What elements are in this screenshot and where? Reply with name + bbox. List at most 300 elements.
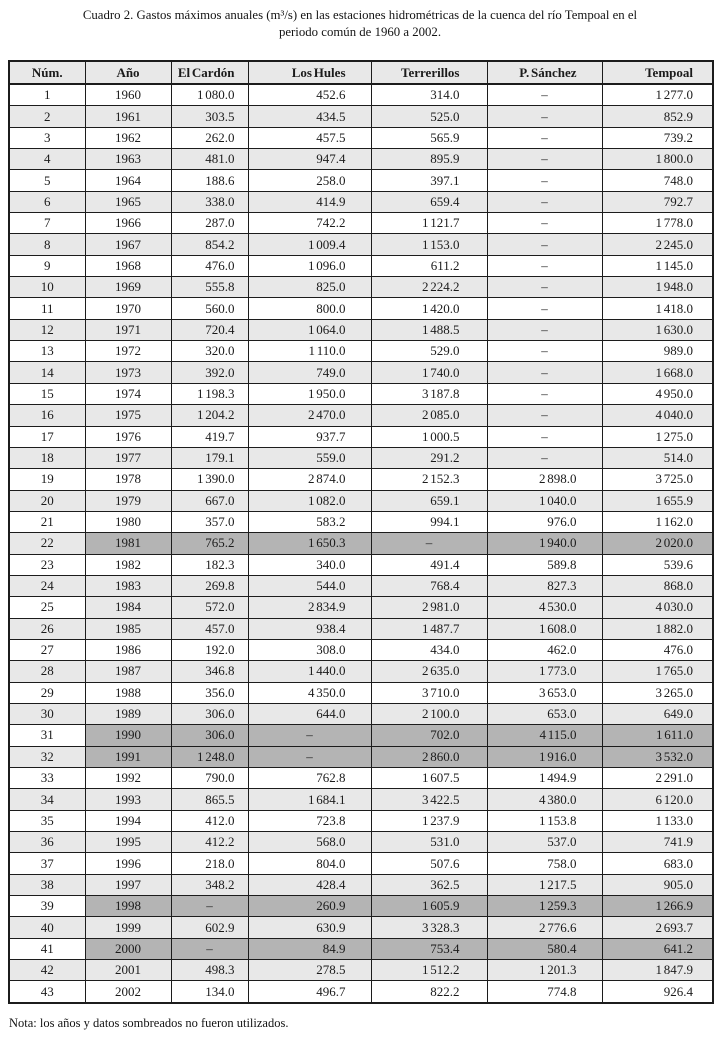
table-row — [9, 746, 713, 767]
table-row — [9, 703, 713, 724]
cell-cardon: 1 198.3 — [171, 383, 248, 404]
cell-num: 18 — [9, 447, 85, 468]
column-header-sanchez: P. Sánchez — [487, 61, 602, 84]
cell-num: 39 — [9, 896, 85, 917]
cell-ano: 1973 — [85, 362, 171, 383]
cell-sanchez: – — [487, 319, 602, 340]
cell-tempoal: 1 162.0 — [602, 511, 713, 532]
cell-cardon: 269.8 — [171, 575, 248, 596]
cell-num: 8 — [9, 234, 85, 255]
cell-ano: 1991 — [85, 746, 171, 767]
cell-ano: 2001 — [85, 960, 171, 981]
cell-terrerillos: 1 607.5 — [371, 768, 487, 789]
cell-cardon: 412.0 — [171, 810, 248, 831]
cell-tempoal: 1 133.0 — [602, 810, 713, 831]
cell-num: 36 — [9, 832, 85, 853]
cell-cardon: 356.0 — [171, 682, 248, 703]
cell-tempoal: 739.2 — [602, 127, 713, 148]
cell-num: 35 — [9, 810, 85, 831]
column-header-ano: Año — [85, 61, 171, 84]
cell-hules: 630.9 — [248, 917, 371, 938]
cell-ano: 1969 — [85, 277, 171, 298]
cell-sanchez: 774.8 — [487, 981, 602, 1003]
cell-ano: 1990 — [85, 725, 171, 746]
cell-hules: 947.4 — [248, 149, 371, 170]
cell-tempoal: 1 418.0 — [602, 298, 713, 319]
table-row — [9, 874, 713, 895]
cell-ano: 1985 — [85, 618, 171, 639]
cell-terrerillos: 434.0 — [371, 639, 487, 660]
cell-hules: 434.5 — [248, 106, 371, 127]
cell-ano: 1980 — [85, 511, 171, 532]
cell-tempoal: 4 030.0 — [602, 597, 713, 618]
cell-sanchez: 589.8 — [487, 554, 602, 575]
cell-ano: 1978 — [85, 469, 171, 490]
cell-sanchez: 976.0 — [487, 511, 602, 532]
cell-terrerillos: 362.5 — [371, 874, 487, 895]
table-row — [9, 191, 713, 212]
table-row — [9, 981, 713, 1003]
cell-terrerillos: 2 152.3 — [371, 469, 487, 490]
cell-hules: 825.0 — [248, 277, 371, 298]
cell-sanchez: 653.0 — [487, 703, 602, 724]
cell-ano: 2002 — [85, 981, 171, 1003]
cell-hules: 1 096.0 — [248, 255, 371, 276]
cell-sanchez: – — [487, 213, 602, 234]
cell-ano: 1966 — [85, 213, 171, 234]
cell-num: 26 — [9, 618, 85, 639]
cell-hules: 260.9 — [248, 896, 371, 917]
cell-hules: 559.0 — [248, 447, 371, 468]
cell-hules: 1 064.0 — [248, 319, 371, 340]
table-row — [9, 298, 713, 319]
cell-num: 24 — [9, 575, 85, 596]
cell-terrerillos: 3 422.5 — [371, 789, 487, 810]
cell-tempoal: 792.7 — [602, 191, 713, 212]
cell-num: 6 — [9, 191, 85, 212]
cell-terrerillos: 1 000.5 — [371, 426, 487, 447]
cell-cardon: 667.0 — [171, 490, 248, 511]
cell-tempoal: 1 847.9 — [602, 960, 713, 981]
cell-tempoal: 1 778.0 — [602, 213, 713, 234]
table-row — [9, 383, 713, 404]
cell-hules: – — [248, 746, 371, 767]
cell-ano: 1963 — [85, 149, 171, 170]
cell-hules: 742.2 — [248, 213, 371, 234]
table-row — [9, 405, 713, 426]
table-row — [9, 896, 713, 917]
cell-sanchez: 4 530.0 — [487, 597, 602, 618]
cell-tempoal: 1 668.0 — [602, 362, 713, 383]
cell-terrerillos: – — [371, 533, 487, 554]
cell-hules: 723.8 — [248, 810, 371, 831]
cell-sanchez: 827.3 — [487, 575, 602, 596]
cell-tempoal: 3 725.0 — [602, 469, 713, 490]
cell-tempoal: 514.0 — [602, 447, 713, 468]
cell-hules: 2 874.0 — [248, 469, 371, 490]
cell-num: 29 — [9, 682, 85, 703]
cell-terrerillos: 2 085.0 — [371, 405, 487, 426]
cell-tempoal: 1 630.0 — [602, 319, 713, 340]
cell-cardon: 1 204.2 — [171, 405, 248, 426]
cell-num: 20 — [9, 490, 85, 511]
cell-ano: 1975 — [85, 405, 171, 426]
cell-cardon: 720.4 — [171, 319, 248, 340]
column-header-cardon: El Cardón — [171, 61, 248, 84]
cell-num: 33 — [9, 768, 85, 789]
cell-ano: 1997 — [85, 874, 171, 895]
cell-sanchez: – — [487, 341, 602, 362]
caption-line-2: periodo común de 1960 a 2002. — [278, 24, 442, 39]
cell-tempoal: 3 532.0 — [602, 746, 713, 767]
cell-sanchez: 3 653.0 — [487, 682, 602, 703]
cell-tempoal: 926.4 — [602, 981, 713, 1003]
cell-sanchez: – — [487, 149, 602, 170]
cell-terrerillos: 994.1 — [371, 511, 487, 532]
cell-terrerillos: 3 710.0 — [371, 682, 487, 703]
cell-terrerillos: 3 328.3 — [371, 917, 487, 938]
cell-num: 25 — [9, 597, 85, 618]
cell-ano: 1986 — [85, 639, 171, 660]
cell-sanchez: 1 916.0 — [487, 746, 602, 767]
caption-line-1: Cuadro 2. Gastos máximos anuales (m³/s) en las estaciones hidrométricas de la cuenca del río Tempoal en el — [82, 8, 638, 22]
cell-terrerillos: 507.6 — [371, 853, 487, 874]
cell-hules: 308.0 — [248, 639, 371, 660]
cell-ano: 1962 — [85, 127, 171, 148]
table-row — [9, 84, 713, 106]
cell-hules: 762.8 — [248, 768, 371, 789]
table-row — [9, 106, 713, 127]
cell-num: 3 — [9, 127, 85, 148]
cell-num: 7 — [9, 213, 85, 234]
cell-hules: 1 684.1 — [248, 789, 371, 810]
cell-ano: 2000 — [85, 938, 171, 959]
cell-sanchez: 537.0 — [487, 832, 602, 853]
cell-ano: 1970 — [85, 298, 171, 319]
cell-cardon: 287.0 — [171, 213, 248, 234]
cell-cardon: 419.7 — [171, 426, 248, 447]
cell-cardon: 179.1 — [171, 447, 248, 468]
cell-tempoal: 683.0 — [602, 853, 713, 874]
cell-hules: 938.4 — [248, 618, 371, 639]
cell-ano: 1994 — [85, 810, 171, 831]
cell-num: 38 — [9, 874, 85, 895]
cell-hules: 1 110.0 — [248, 341, 371, 362]
cell-terrerillos: 1 605.9 — [371, 896, 487, 917]
cell-cardon: 392.0 — [171, 362, 248, 383]
cell-ano: 1976 — [85, 426, 171, 447]
cell-hules: 4 350.0 — [248, 682, 371, 703]
cell-hules: – — [248, 725, 371, 746]
cell-terrerillos: 565.9 — [371, 127, 487, 148]
cell-cardon: 572.0 — [171, 597, 248, 618]
cell-tempoal: 748.0 — [602, 170, 713, 191]
cell-sanchez: 1 217.5 — [487, 874, 602, 895]
cell-tempoal: 1 275.0 — [602, 426, 713, 447]
cell-terrerillos: 1 420.0 — [371, 298, 487, 319]
table-row — [9, 917, 713, 938]
cell-sanchez: – — [487, 127, 602, 148]
cell-num: 22 — [9, 533, 85, 554]
cell-ano: 1968 — [85, 255, 171, 276]
cell-num: 21 — [9, 511, 85, 532]
cell-tempoal: 649.0 — [602, 703, 713, 724]
table-row — [9, 341, 713, 362]
cell-ano: 1981 — [85, 533, 171, 554]
cell-terrerillos: 1 740.0 — [371, 362, 487, 383]
cell-hules: 1 009.4 — [248, 234, 371, 255]
cell-ano: 1999 — [85, 917, 171, 938]
table-row — [9, 789, 713, 810]
cell-num: 14 — [9, 362, 85, 383]
cell-hules: 2 470.0 — [248, 405, 371, 426]
column-header-terrerillos: Terrerillos — [371, 61, 487, 84]
cell-tempoal: 868.0 — [602, 575, 713, 596]
cell-terrerillos: 2 635.0 — [371, 661, 487, 682]
cell-ano: 1998 — [85, 896, 171, 917]
cell-ano: 1971 — [85, 319, 171, 340]
cell-tempoal: 1 145.0 — [602, 255, 713, 276]
cell-sanchez: – — [487, 426, 602, 447]
cell-cardon: 338.0 — [171, 191, 248, 212]
table-row — [9, 725, 713, 746]
cell-tempoal: 989.0 — [602, 341, 713, 362]
cell-terrerillos: 1 237.9 — [371, 810, 487, 831]
cell-cardon: – — [171, 896, 248, 917]
cell-sanchez: 4 380.0 — [487, 789, 602, 810]
table-row — [9, 575, 713, 596]
cell-ano: 1993 — [85, 789, 171, 810]
cell-hules: 496.7 — [248, 981, 371, 1003]
cell-tempoal: 1 266.9 — [602, 896, 713, 917]
cell-cardon: 262.0 — [171, 127, 248, 148]
cell-terrerillos: 531.0 — [371, 832, 487, 853]
cell-tempoal: 1 655.9 — [602, 490, 713, 511]
cell-ano: 1974 — [85, 383, 171, 404]
table-row — [9, 234, 713, 255]
cell-hules: 278.5 — [248, 960, 371, 981]
cell-num: 30 — [9, 703, 85, 724]
cell-num: 1 — [9, 84, 85, 106]
cell-terrerillos: 1 153.0 — [371, 234, 487, 255]
cell-terrerillos: 659.1 — [371, 490, 487, 511]
cell-num: 17 — [9, 426, 85, 447]
table-row — [9, 853, 713, 874]
table-row — [9, 661, 713, 682]
cell-terrerillos: 2 860.0 — [371, 746, 487, 767]
cell-tempoal: 2 245.0 — [602, 234, 713, 255]
cell-cardon: 306.0 — [171, 703, 248, 724]
cell-sanchez: 1 608.0 — [487, 618, 602, 639]
cell-sanchez: 2 776.6 — [487, 917, 602, 938]
cell-terrerillos: 822.2 — [371, 981, 487, 1003]
table-row — [9, 554, 713, 575]
cell-num: 43 — [9, 981, 85, 1003]
cell-hules: 804.0 — [248, 853, 371, 874]
cell-num: 37 — [9, 853, 85, 874]
cell-terrerillos: 768.4 — [371, 575, 487, 596]
cell-terrerillos: 1 121.7 — [371, 213, 487, 234]
cell-cardon: 134.0 — [171, 981, 248, 1003]
cell-hules: 2 834.9 — [248, 597, 371, 618]
cell-tempoal: 852.9 — [602, 106, 713, 127]
cell-cardon: 306.0 — [171, 725, 248, 746]
column-header-tempoal: Tempoal — [602, 61, 713, 84]
cell-hules: 84.9 — [248, 938, 371, 959]
table-body — [9, 84, 713, 1003]
cell-ano: 1982 — [85, 554, 171, 575]
cell-num: 2 — [9, 106, 85, 127]
cell-tempoal: 641.2 — [602, 938, 713, 959]
cell-sanchez: – — [487, 383, 602, 404]
cell-terrerillos: 397.1 — [371, 170, 487, 191]
cell-tempoal: 741.9 — [602, 832, 713, 853]
cell-cardon: 560.0 — [171, 298, 248, 319]
cell-sanchez: – — [487, 277, 602, 298]
cell-sanchez: 580.4 — [487, 938, 602, 959]
cell-tempoal: 905.0 — [602, 874, 713, 895]
cell-sanchez: 758.0 — [487, 853, 602, 874]
cell-hules: 568.0 — [248, 832, 371, 853]
cell-hules: 428.4 — [248, 874, 371, 895]
cell-tempoal: 3 265.0 — [602, 682, 713, 703]
table-row — [9, 170, 713, 191]
cell-terrerillos: 3 187.8 — [371, 383, 487, 404]
cell-num: 10 — [9, 277, 85, 298]
cell-ano: 1960 — [85, 84, 171, 106]
cell-tempoal: 4 040.0 — [602, 405, 713, 426]
cell-cardon: 498.3 — [171, 960, 248, 981]
cell-terrerillos: 2 100.0 — [371, 703, 487, 724]
cell-cardon: 555.8 — [171, 277, 248, 298]
table-row — [9, 618, 713, 639]
cell-terrerillos: 491.4 — [371, 554, 487, 575]
cell-terrerillos: 895.9 — [371, 149, 487, 170]
cell-tempoal: 2 291.0 — [602, 768, 713, 789]
cell-tempoal: 4 950.0 — [602, 383, 713, 404]
cell-num: 32 — [9, 746, 85, 767]
cell-hules: 452.6 — [248, 84, 371, 106]
cell-hules: 937.7 — [248, 426, 371, 447]
cell-sanchez: – — [487, 298, 602, 319]
cell-hules: 1 950.0 — [248, 383, 371, 404]
cell-hules: 1 082.0 — [248, 490, 371, 511]
header-row — [9, 61, 713, 84]
cell-num: 34 — [9, 789, 85, 810]
cell-num: 40 — [9, 917, 85, 938]
cell-hules: 340.0 — [248, 554, 371, 575]
table-row — [9, 511, 713, 532]
cell-cardon: 854.2 — [171, 234, 248, 255]
cell-tempoal: 2 693.7 — [602, 917, 713, 938]
cell-sanchez: 1 259.3 — [487, 896, 602, 917]
cell-ano: 1992 — [85, 768, 171, 789]
cell-cardon: 346.8 — [171, 661, 248, 682]
cell-terrerillos: 529.0 — [371, 341, 487, 362]
table-row — [9, 533, 713, 554]
cell-ano: 1961 — [85, 106, 171, 127]
table-row — [9, 127, 713, 148]
cell-tempoal: 1 948.0 — [602, 277, 713, 298]
cell-cardon: 765.2 — [171, 533, 248, 554]
cell-ano: 1987 — [85, 661, 171, 682]
cell-num: 9 — [9, 255, 85, 276]
cell-sanchez: – — [487, 255, 602, 276]
cell-cardon: 1 080.0 — [171, 84, 248, 106]
cell-cardon: 865.5 — [171, 789, 248, 810]
cell-sanchez: 1 201.3 — [487, 960, 602, 981]
table-row — [9, 938, 713, 959]
cell-num: 4 — [9, 149, 85, 170]
cell-ano: 1988 — [85, 682, 171, 703]
cell-tempoal: 1 765.0 — [602, 661, 713, 682]
cell-terrerillos: 753.4 — [371, 938, 487, 959]
cell-num: 28 — [9, 661, 85, 682]
table-header — [9, 61, 713, 84]
footnote: Nota: los años y datos sombreados no fueron utilizados. — [9, 1016, 289, 1030]
cell-hules: 583.2 — [248, 511, 371, 532]
cell-sanchez: 1 153.8 — [487, 810, 602, 831]
table-row — [9, 682, 713, 703]
cell-terrerillos: 1 488.5 — [371, 319, 487, 340]
cell-sanchez: 2 898.0 — [487, 469, 602, 490]
cell-ano: 1995 — [85, 832, 171, 853]
cell-cardon: 348.2 — [171, 874, 248, 895]
cell-ano: 1964 — [85, 170, 171, 191]
table-row — [9, 960, 713, 981]
cell-num: 42 — [9, 960, 85, 981]
cell-hules: 800.0 — [248, 298, 371, 319]
cell-sanchez: – — [487, 170, 602, 191]
table-row — [9, 426, 713, 447]
cell-sanchez: – — [487, 405, 602, 426]
cell-sanchez: – — [487, 191, 602, 212]
cell-cardon: 303.5 — [171, 106, 248, 127]
table-row — [9, 832, 713, 853]
table-row — [9, 362, 713, 383]
table-row — [9, 319, 713, 340]
cell-ano: 1977 — [85, 447, 171, 468]
cell-num: 23 — [9, 554, 85, 575]
cell-terrerillos: 525.0 — [371, 106, 487, 127]
cell-num: 11 — [9, 298, 85, 319]
cell-cardon: 790.0 — [171, 768, 248, 789]
table-row — [9, 447, 713, 468]
cell-tempoal: 2 020.0 — [602, 533, 713, 554]
cell-cardon: 192.0 — [171, 639, 248, 660]
cell-terrerillos: 611.2 — [371, 255, 487, 276]
cell-terrerillos: 291.2 — [371, 447, 487, 468]
cell-ano: 1983 — [85, 575, 171, 596]
cell-cardon: 412.2 — [171, 832, 248, 853]
cell-tempoal: 1 882.0 — [602, 618, 713, 639]
cell-ano: 1996 — [85, 853, 171, 874]
cell-cardon: 357.0 — [171, 511, 248, 532]
cell-sanchez: 1 773.0 — [487, 661, 602, 682]
cell-ano: 1989 — [85, 703, 171, 724]
table-row — [9, 255, 713, 276]
table-caption — [0, 7, 720, 40]
cell-hules: 1 440.0 — [248, 661, 371, 682]
cell-num: 15 — [9, 383, 85, 404]
cell-tempoal: 6 120.0 — [602, 789, 713, 810]
cell-ano: 1965 — [85, 191, 171, 212]
cell-tempoal: 1 611.0 — [602, 725, 713, 746]
cell-terrerillos: 659.4 — [371, 191, 487, 212]
table-row — [9, 469, 713, 490]
cell-hules: 414.9 — [248, 191, 371, 212]
cell-hules: 457.5 — [248, 127, 371, 148]
